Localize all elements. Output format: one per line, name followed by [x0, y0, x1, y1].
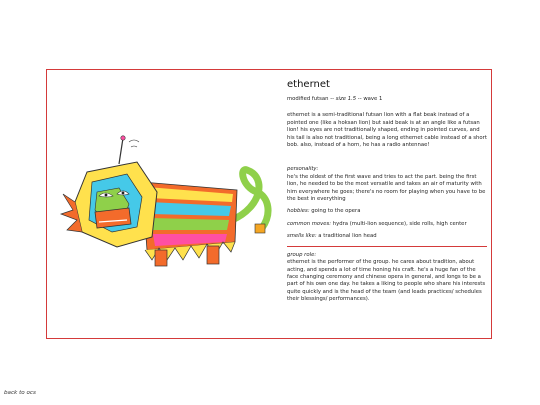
- subtitle-prefix: modified futsan --: [287, 96, 336, 102]
- smells-text: a traditional lion head: [316, 233, 377, 240]
- group-role-label: group role:: [287, 251, 317, 258]
- moves-text: hydra (multi-lion sequence), side rolls, high center: [331, 220, 467, 227]
- moves-label: common moves:: [287, 220, 332, 227]
- character-info: [287, 79, 487, 309]
- smells-label: smells like:: [287, 233, 317, 240]
- personality-label: personality:: [287, 166, 319, 173]
- character-subtitle: [287, 96, 487, 103]
- personality-text: he's the oldest of the first wave and tries to act the part. being the first lion, he needed to be the most versatile and takes an air of maturity with him everywhere he goes; there's no room for playing when you have to be the best in everything: [287, 173, 486, 203]
- back-to-ocs-link[interactable]: back to ocs: [4, 390, 36, 396]
- description: ethernet is a semi-traditional futsan lion with a flat beak instead of a pointed one (like a hoksan lion) but said beak is at an angle like a futsan lion! his eyes are not traditionally shaped, ending in pointed curves, and his tail is also not traditional, being a long ethernet cable instead of a short bob. also, instead of a horn, he has a radio antennae!: [287, 112, 487, 149]
- character-card: [46, 69, 492, 339]
- section-divider: [287, 246, 487, 247]
- subtitle-size: size 1.5: [335, 96, 357, 102]
- hobbies-text: going to the opera: [309, 208, 361, 215]
- moves-line: [287, 221, 487, 228]
- hobbies-line: [287, 208, 487, 215]
- subtitle-suffix: -- wave 1: [356, 96, 383, 102]
- hobbies-label: hobbies:: [287, 208, 310, 215]
- smells-line: [287, 233, 487, 240]
- lion-illustration: [57, 132, 287, 272]
- group-role-text: ethernet is the performer of the group. he cares about tradition, about acting, and spends a lot of time honing his craft. he's a huge fan of the face changing ceremony and chinese opera in general, and longs to be a part of his own one day. he takes a liking to people who share his interests quite quickly and is the head of the team (and leads practices/ schedules their blessings/ performances).: [287, 259, 486, 303]
- character-name: ethernet: [287, 79, 330, 90]
